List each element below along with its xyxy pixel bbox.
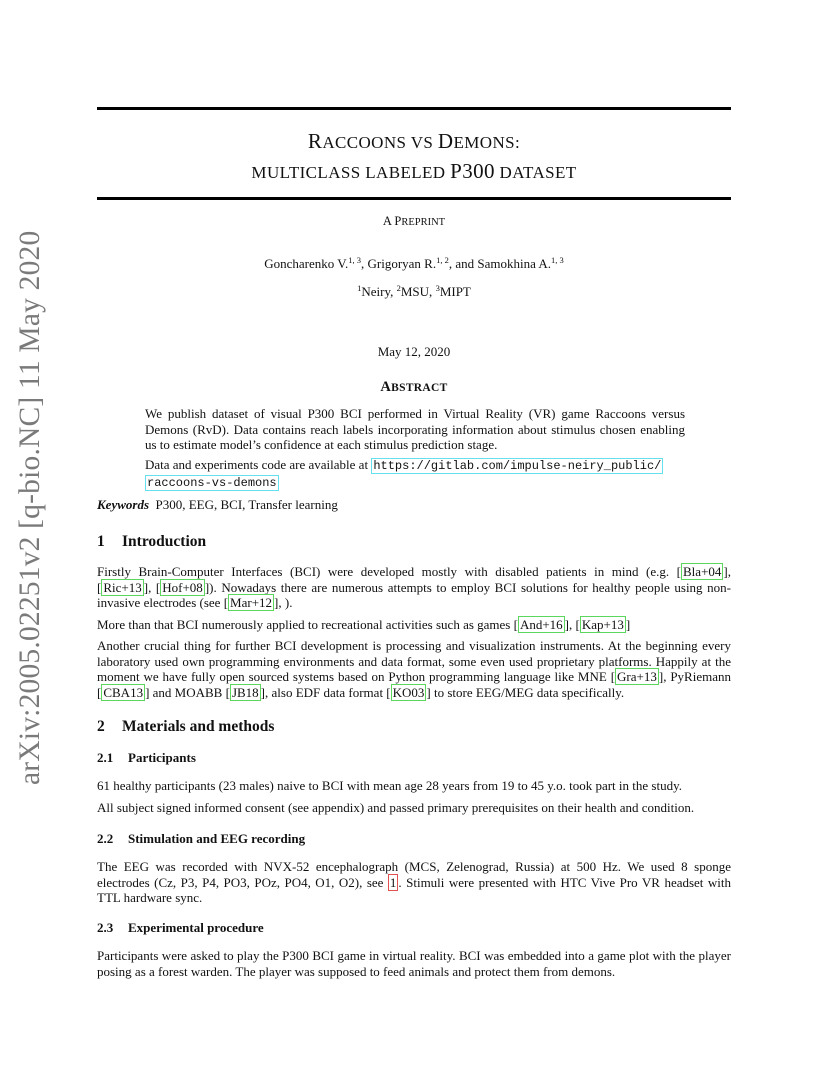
participants-paragraph-1: 61 healthy participants (23 males) naive to BCI with mean age 28 years from 19 to 45 y.o. took part in the study. xyxy=(97,778,682,793)
intro-text: ], ). xyxy=(274,595,293,610)
section-number: 1 xyxy=(97,533,105,550)
section-title: Introduction xyxy=(122,533,207,550)
citation-bla04[interactable]: Bla+04 xyxy=(683,564,722,579)
section-heading-materials xyxy=(97,718,274,736)
section-number: 2 xyxy=(97,718,105,735)
title-text-dataset: DATASET xyxy=(494,163,577,182)
citation-separator: ], [ xyxy=(564,616,580,632)
paper-title-line-1 xyxy=(97,129,731,154)
bottom-title-rule xyxy=(97,197,731,200)
citation-ric13[interactable]: Ric+13 xyxy=(103,579,142,595)
keywords-text: P300, EEG, BCI, Transfer learning xyxy=(155,497,338,512)
top-rule xyxy=(97,107,731,110)
affiliation-list xyxy=(97,284,731,300)
abstract-body xyxy=(145,406,685,496)
affil-1-marker: 1 xyxy=(357,283,362,293)
introduction-body xyxy=(97,564,731,706)
arxiv-identifier: arXiv:2005.02251v2 [q-bio.NC] 11 May 2020 xyxy=(14,230,46,785)
intro-text: ] xyxy=(625,616,631,632)
intro-text: ] and MOABB [ xyxy=(145,684,230,700)
title-cap-r: R xyxy=(307,129,323,153)
paper-title-line-2 xyxy=(97,159,731,184)
subsection-number: 2.1 xyxy=(97,750,114,765)
intro-paragraph-2 xyxy=(97,617,731,633)
affil-mipt: MIPT xyxy=(439,284,471,299)
title-text-multiclass: MULTICLASS LABELED xyxy=(251,163,451,182)
keywords-line xyxy=(97,497,338,513)
intro-paragraph-1: Firstly Brain-Computer Interfaces (BCI) were developed mostly with disabled patients in mind (e.g. [ Bla+04 ], [ Ric+13 ], [ Hof+08 ]). Nowadays there are numerous attempts to employ BCI solutions for healthy people using non-invasive electrodes (see [ Mar+12 ], ). xyxy=(97,564,731,610)
stimulation-body xyxy=(97,859,731,912)
procedure-body xyxy=(97,948,731,985)
citation-kap13[interactable]: Kap+13 xyxy=(581,616,624,632)
keywords-label: Keywords xyxy=(97,497,149,512)
abstract-paragraph-2 xyxy=(145,457,685,492)
citation-separator: ], [ xyxy=(97,564,731,595)
subsection-title: Participants xyxy=(128,750,196,765)
intro-paragraph-3 xyxy=(97,638,731,700)
citation-hof08[interactable]: Hof+08 xyxy=(162,579,203,595)
intro-text: ]). Nowadays there are numerous attempts to employ BCI solutions for healthy people using non-invasive electrodes (see [ xyxy=(97,579,731,610)
subsection-heading-stimulation xyxy=(97,831,305,847)
affil-3-marker: 3 xyxy=(435,283,440,293)
citation-mar12[interactable]: Mar+12 xyxy=(230,595,273,610)
title-cap-d: D xyxy=(437,129,454,153)
repository-link[interactable]: https://gitlab.com/impulse-neiry_public/ xyxy=(373,458,662,473)
section-title: Materials and methods xyxy=(122,718,275,735)
citation-jb18[interactable]: JB18 xyxy=(231,684,259,700)
section-heading-introduction xyxy=(97,533,206,551)
preprint-rest: REPRINT xyxy=(401,217,446,228)
figure-reference-1[interactable]: 1 xyxy=(389,874,397,890)
affil-msu: MSU, xyxy=(400,284,436,299)
intro-text: Another crucial thing for further BCI development is processing and visualization instruments. At the beginning every laboratory used own programming environments and data format, some even used proprietary platforms. Happily at the moment we have fully open sourced systems based on Python programming language like MNE [ xyxy=(97,638,731,684)
author-samokhina-affil: 1, 3 xyxy=(551,255,564,265)
stimulation-text: . Stimuli were presented with HTC Vive Pro VR headset with TTL hardware sync. xyxy=(97,874,731,905)
procedure-paragraph-1: Participants were asked to play the P300 BCI game in virtual reality. BCI was embedded into a game plot with the player posing as a forest warden. The player was supposed to feed animals and protect them from demons. xyxy=(97,948,731,979)
title-text-accoons: ACCOONS VS xyxy=(322,133,438,152)
intro-text: ], PyRiemann [ xyxy=(97,669,731,700)
abstract-code-prefix: Data and experiments code are available at xyxy=(145,456,372,472)
intro-text: ], also EDF data format [ xyxy=(260,684,391,700)
participants-body xyxy=(97,778,731,821)
subsection-heading-procedure xyxy=(97,920,264,936)
intro-text: ] to store EEG/MEG data specifically. xyxy=(426,684,625,700)
citation-cba13[interactable]: CBA13 xyxy=(103,684,144,700)
subsection-title: Stimulation and EEG recording xyxy=(128,831,306,846)
repository-link-continued[interactable]: raccoons-vs-demons xyxy=(147,476,277,490)
citation-gra13[interactable]: Gra+13 xyxy=(617,669,657,684)
author-samokhina: , and Samokhina A. xyxy=(448,256,552,271)
intro-text: Firstly Brain-Computer Interfaces (BCI) were developed mostly with disabled patients in mind (e.g. xyxy=(97,564,677,579)
author-goncharenko-affil: 1, 3 xyxy=(348,255,361,265)
citation-and16[interactable]: And+16 xyxy=(519,616,563,632)
abstract-heading-rest: BSTRACT xyxy=(391,382,448,394)
author-goncharenko: Goncharenko V. xyxy=(264,256,349,271)
stimulation-text: The EEG was recorded with NVX-52 encephalograph (MCS, Zelenograd, Russia) at 500 Hz. We used 8 sponge electrodes (Cz, P3, P4, PO3, POz, PO4, O1, O2), see xyxy=(97,859,731,890)
author-grigoryan: , Grigoryan R. xyxy=(360,256,437,271)
author-list xyxy=(97,256,731,272)
subsection-number: 2.2 xyxy=(97,831,114,846)
title-text-p300: P300 xyxy=(450,159,495,183)
subsection-title: Experimental procedure xyxy=(128,920,264,935)
title-text-emons: EMONS: xyxy=(453,133,521,152)
affil-2-marker: 2 xyxy=(396,283,401,293)
preprint-a: A P xyxy=(382,214,402,228)
affil-neiry: Neiry, xyxy=(361,284,397,299)
citation-ko03[interactable]: KO03 xyxy=(392,684,425,700)
abstract-heading-a: A xyxy=(380,379,392,395)
subsection-number: 2.3 xyxy=(97,920,114,935)
stimulation-paragraph-1 xyxy=(97,859,731,906)
author-grigoryan-affil: 1, 2 xyxy=(436,255,449,265)
abstract-heading xyxy=(97,379,731,396)
abstract-paragraph-1: We publish dataset of visual P300 BCI performed in Virtual Reality (VR) game Raccoons versus Demons (RvD). Data contains reach labels incorporating information about stimulus chosen enabling us to estimate model’s confidence at each stimulus prediction stage. xyxy=(145,406,685,452)
intro-text: More than that BCI numerously applied to recreational activities such as games [ xyxy=(97,616,518,632)
preprint-label xyxy=(97,214,731,229)
subsection-heading-participants xyxy=(97,750,196,766)
citation-separator: ], [ xyxy=(143,579,161,595)
publication-date: May 12, 2020 xyxy=(377,344,451,359)
participants-paragraph-2: All subject signed informed consent (see appendix) and passed primary prerequisites on their health and condition. xyxy=(97,799,695,815)
